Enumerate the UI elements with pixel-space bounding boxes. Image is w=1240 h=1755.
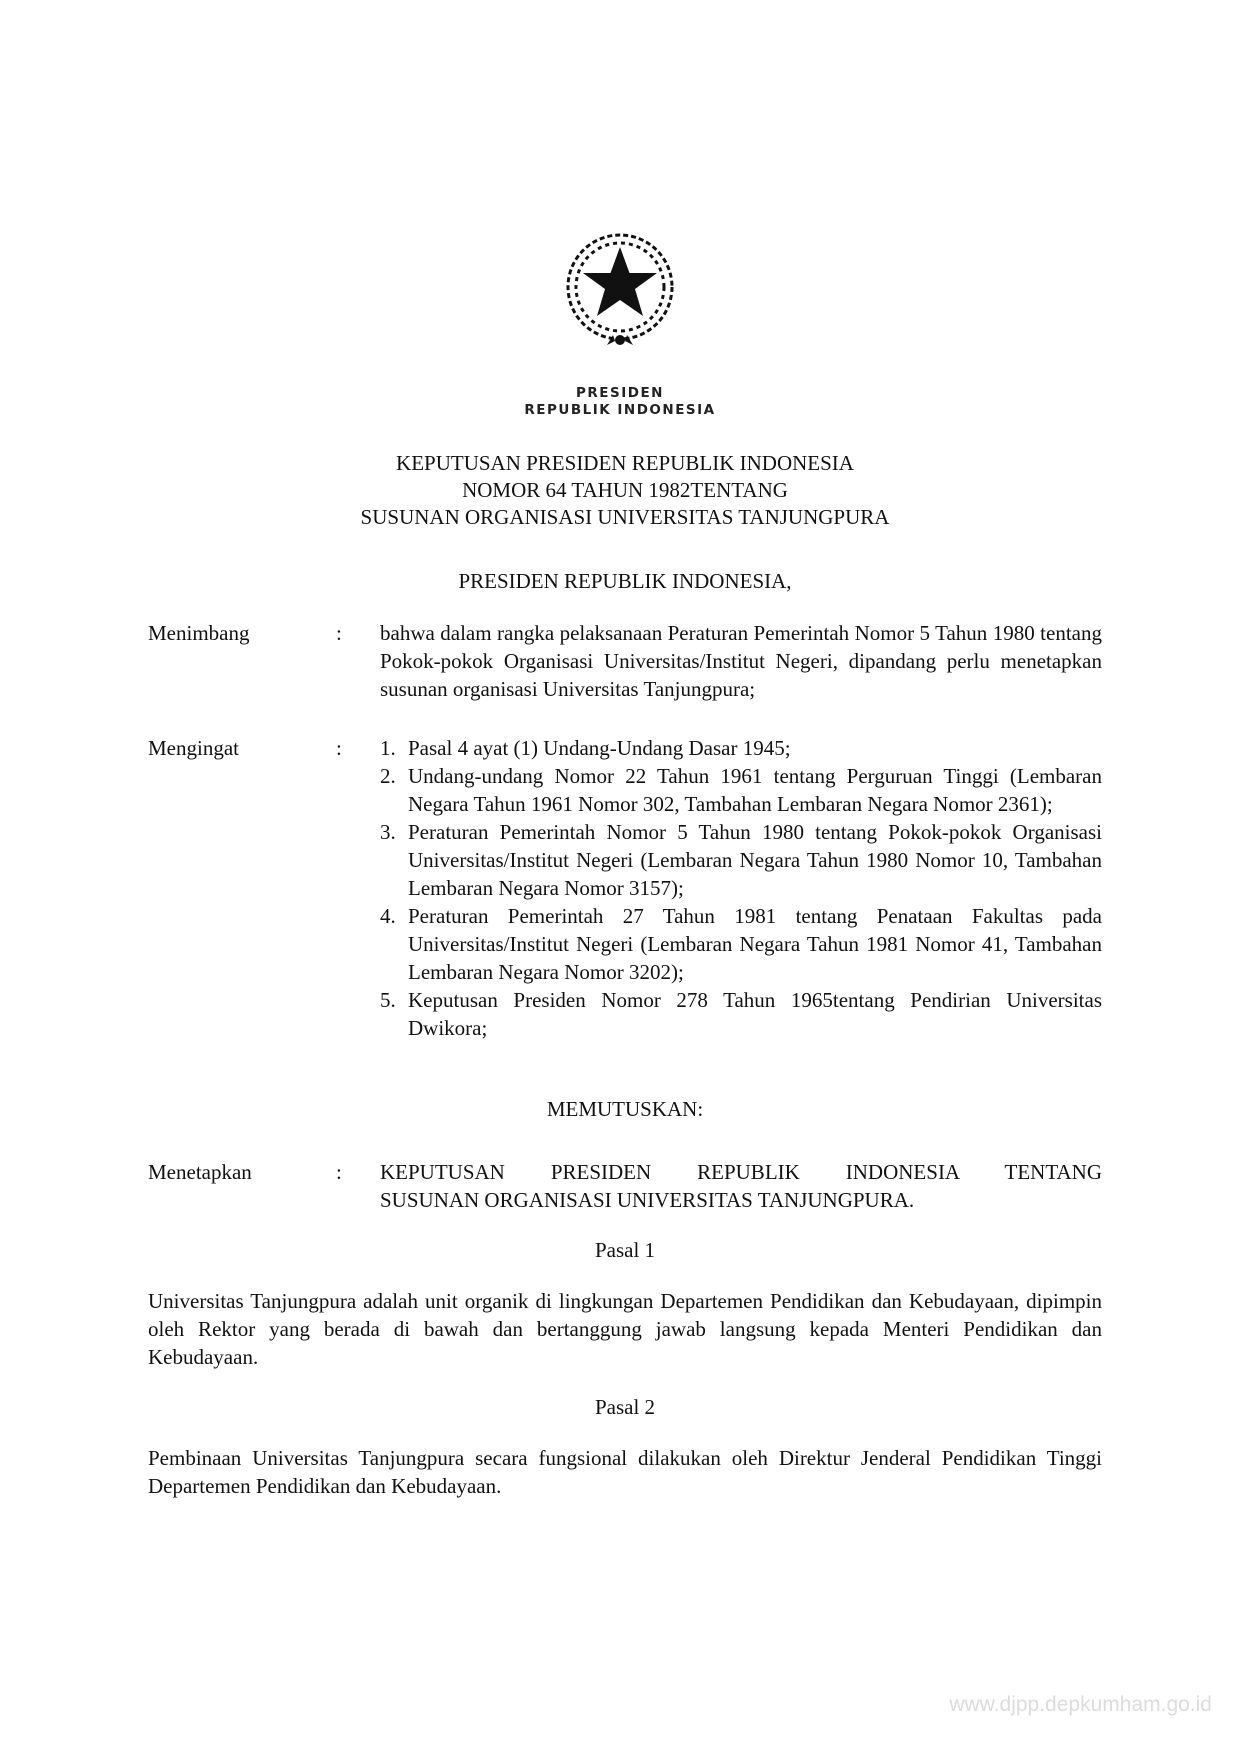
item-number: 3.	[380, 820, 396, 844]
menetapkan-colon: :	[336, 1160, 342, 1184]
item-number: 4.	[380, 904, 396, 928]
pasal-1-text: Universitas Tanjungpura adalah unit organik di lingkungan Departemen Pendidikan dan Kebudayaan, dipimpin oleh Rektor yang berada di bawah dan bertanggung jawab langsung kepada Menteri Pendidikan dan Kebudayaan.	[148, 1289, 1102, 1369]
item-text: Peraturan Pemerintah 27 Tahun 1981 tentang Penataan Fakultas pada Universitas/Institut Negeri (Lembaran Negara Tahun 1981 Nomor 41, Tambahan Lembaran Negara Nomor 3202);	[408, 904, 1102, 984]
mengingat-colon: :	[336, 736, 342, 760]
menimbang-text: bahwa dalam rangka pelaksanaan Peraturan Pemerintah Nomor 5 Tahun 1980 tentang Pokok-pokok Organisasi Universitas/Institut Negeri, dipandang perlu menetapkan susunan organisasi Universitas Tanjungpura;	[380, 621, 1102, 701]
item-number: 2.	[380, 764, 396, 788]
item-text: Pasal 4 ayat (1) Undang-Undang Dasar 1945;	[408, 736, 791, 760]
pasal-2-heading: Pasal 2	[594, 1395, 656, 1419]
emblem-svg	[555, 225, 685, 355]
item-text: Undang-undang Nomor 22 Tahun 1961 tentang Perguruan Tinggi (Lembaran Negara Tahun 1961 Nomor 302, Tambahan Lembaran Negara Nomor 2361);	[408, 764, 1102, 816]
menimbang-colon: :	[336, 621, 342, 645]
document-title	[148, 450, 1102, 531]
watermark-url: www.djpp.depkumham.go.id	[949, 1693, 1212, 1716]
mengingat-item	[380, 818, 1102, 902]
menetapkan-line-1: KEPUTUSAN PRESIDEN REPUBLIK INDONESIA TENTANG	[380, 1160, 1102, 1184]
emblem-caption-presiden: PRESIDEN	[576, 385, 664, 401]
menimbang-label: Menimbang	[148, 621, 250, 645]
garuda-star-wreath-emblem-icon	[555, 225, 685, 355]
item-number: 5.	[380, 988, 396, 1012]
mengingat-item	[380, 762, 1102, 818]
menetapkan-text	[380, 1158, 1102, 1214]
mengingat-item	[380, 902, 1102, 986]
item-number: 1.	[380, 736, 396, 760]
pasal-2-text: Pembinaan Universitas Tanjungpura secara fungsional dilakukan oleh Direktur Jenderal Pendidikan Tinggi Departemen Pendidikan dan Kebudayaan.	[148, 1446, 1102, 1498]
menetapkan-line-2: SUSUNAN ORGANISASI UNIVERSITAS TANJUNGPURA.	[380, 1188, 915, 1212]
mengingat-label: Mengingat	[148, 736, 239, 760]
title-line-1: KEPUTUSAN PRESIDEN REPUBLIK INDONESIA	[396, 451, 854, 475]
item-text: Peraturan Pemerintah Nomor 5 Tahun 1980 tentang Pokok-pokok Organisasi Universitas/Institut Negeri (Lembaran Negara Tahun 1980 Nomor 10, Tambahan Lembaran Negara Nomor 3157);	[408, 820, 1102, 900]
mengingat-list	[380, 734, 1102, 1042]
memutuskan-heading: MEMUTUSKAN:	[546, 1097, 704, 1121]
mengingat-item	[380, 986, 1102, 1042]
pasal-1-heading: Pasal 1	[594, 1238, 656, 1262]
issuer-heading: PRESIDEN REPUBLIK INDONESIA,	[458, 569, 792, 593]
title-line-2: NOMOR 64 TAHUN 1982TENTANG	[462, 478, 788, 502]
emblem-caption-republik-indonesia: REPUBLIK INDONESIA	[524, 402, 716, 418]
menetapkan-label: Menetapkan	[148, 1160, 252, 1184]
item-text: Keputusan Presiden Nomor 278 Tahun 1965tentang Pendirian Universitas Dwikora;	[408, 988, 1102, 1040]
title-line-3: SUSUNAN ORGANISASI UNIVERSITAS TANJUNGPURA	[360, 505, 890, 529]
mengingat-item	[380, 734, 1102, 762]
